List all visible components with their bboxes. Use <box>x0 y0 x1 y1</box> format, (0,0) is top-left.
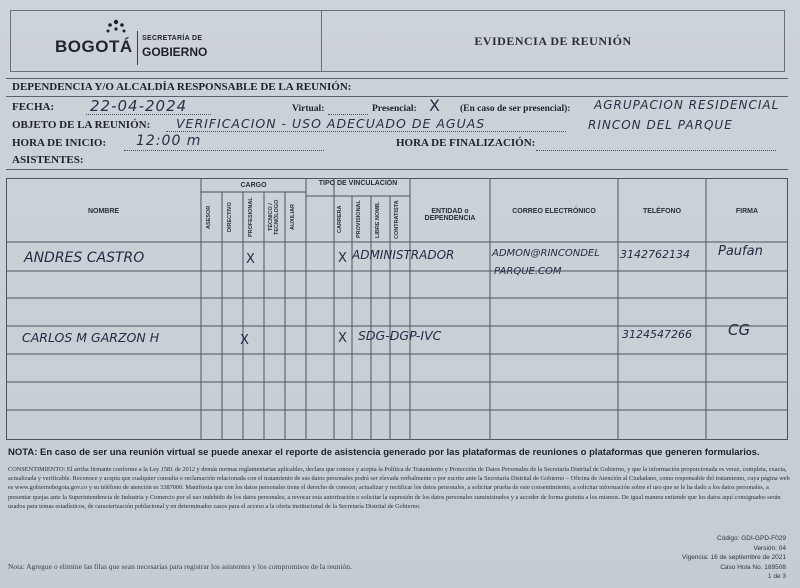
en-caso-label: (En caso de ser presencial): <box>460 104 571 114</box>
row1-mark-vinc: X <box>338 251 347 266</box>
col-carrera: CARRERA <box>337 205 343 234</box>
row2-telefono: 3124547266 <box>622 328 692 341</box>
doc-pagina: 1 de 3 <box>767 573 786 580</box>
col-directivo: DIRECTIVO <box>227 202 233 233</box>
hora-inicio-label: HORA DE INICIO: <box>12 137 107 149</box>
document-title: EVIDENCIA DE REUNIÓN <box>474 33 632 48</box>
fecha-label: FECHA: <box>12 101 55 113</box>
col-firma: FIRMA <box>735 208 759 215</box>
col-auxiliar: AUXILIAR <box>290 204 296 231</box>
footer-note: Nota: Agregue o elimine las filas que sean necesarias para registrar los asistentes y los compromisos de la reunión. <box>8 562 352 571</box>
logo-divider <box>137 31 138 65</box>
objeto-value: VERIFICACION - USO ADECUADO DE AGUAS <box>176 116 486 131</box>
attendance-table <box>6 178 788 440</box>
row1-firma: Paufan <box>718 244 763 259</box>
logo-gobierno: GOBIERNO <box>142 45 208 59</box>
presencial-label: Presencial: <box>372 104 417 114</box>
row1-correo-2: PARQUE.COM <box>494 266 562 277</box>
lugar-value-1: AGRUPACION RESIDENCIAL <box>594 98 780 112</box>
col-telefono: TELÉFONO <box>642 208 682 215</box>
dependencia-label: DEPENDENCIA Y/O ALCALDÍA RESPONSABLE DE LA REUNIÓN: <box>12 81 352 93</box>
row1-nombre: ANDRES CASTRO <box>24 250 145 266</box>
col-asesor: ASESOR <box>206 205 212 230</box>
row2-firma: CG <box>728 321 751 339</box>
col-profesional: PROFESIONAL <box>248 197 254 238</box>
logo-cell <box>11 11 322 71</box>
row2-nombre: CARLOS M GARZON H <box>22 330 160 345</box>
col-cargo: CARGO <box>240 182 267 189</box>
virtual-label: Virtual: <box>292 104 325 114</box>
virtual-note: NOTA: En caso de ser una reunión virtual se puede anexar el reporte de asistencia generado por las plataformas de reuniones o plataformas que generen formularios. <box>8 447 760 458</box>
doc-vigencia: Vigencia: 16 de septiembre de 2021 <box>682 554 786 561</box>
lugar-value-2: RINCON DEL PARQUE <box>588 118 733 132</box>
logo-secretaria: SECRETARÍA DE <box>142 35 203 42</box>
row1-correo-1: ADMON@RINCONDEL <box>492 248 600 259</box>
doc-codigo: Código: GDI-GPD-F029 <box>717 535 786 542</box>
asistentes-label: ASISTENTES: <box>12 154 84 166</box>
row1-mark-cargo: X <box>246 252 255 267</box>
presencial-mark: X <box>429 96 441 115</box>
col-contratista: CONTRATISTA <box>394 200 400 239</box>
col-vinculacion: TIPO DE VINCULACIÓN <box>318 180 398 187</box>
col-provisional: PROVISIONAL <box>356 200 362 239</box>
logo-wordmark: BOGOTÁ <box>55 37 133 56</box>
row1-telefono: 3142762134 <box>620 248 690 261</box>
doc-version: Versión: 04 <box>753 544 786 552</box>
header-box <box>10 10 785 72</box>
objeto-label: OBJETO DE LA REUNIÓN: <box>12 119 151 131</box>
row2-mark-cargo: X <box>240 333 249 348</box>
consent-text: CONSENTIMIENTO: El arriba firmante conforme a la Ley 1581 de 2012 y demás normas reglamentarias aplicables, declara que conoce y acepta la Política de Tratamiento y Protección de Datos Personales de la Secretaría Distrital de Gobierno, y que la información proporcionada es veraz, completa, exacta, actualizada y verificable. Reconoce y acepta que cualquier consulta o reclamación relacionada con el tratamiento de sus datos personales podrá ser elevada verbalmente o por escrito ante la Secretaría Distrital de Gobierno – Oficina de Atención al Ciudadano, como responsable del tratamiento, cuya página web es www.gobiernobogota.gov.co y su teléfono de atención es 3387000. Manifiesta que con los datos personales tiene el derecho de conocer, actualizar y rectificar los datos personales, a solicitar prueba de este consentimiento, a solicitar información sobre el uso que se le ha dado a los datos personales, a presentar quejas ante la Superintendencia de Industria y Comercio por el uso indebido de los datos personales, a revocar esta autorización o solicitar la supresión de los datos personales suministrados y a acceder de forma gratuita a los mismos. De igual manera entiende que los datos aquí consignados serán usados para temas estadísticos, de caracterización poblacional y en determinados casos para el acceso a la oferta institucional de la Secretaría Distrital de Gobierno. <box>8 466 790 510</box>
fecha-value: 22-04-2024 <box>90 97 188 115</box>
row1-entidad: ADMINISTRADOR <box>352 248 455 262</box>
col-tecnico: TÉCNICO / TECNÓLOGO <box>268 199 280 236</box>
col-entidad: ENTIDAD o DEPENDENCIA <box>424 208 476 222</box>
row2-mark-vinc: X <box>338 331 347 346</box>
row2-entidad: SDG-DGP-IVC <box>358 328 442 343</box>
hora-fin-label: HORA DE FINALIZACIÓN: <box>396 137 536 149</box>
document-code-block <box>682 534 786 582</box>
col-libre: LIBRE NOMB. <box>375 201 381 238</box>
col-nombre: NOMBRE <box>87 208 120 215</box>
col-correo: CORREO ELECTRÓNICO <box>512 208 596 215</box>
hora-inicio-value: 12:00 m <box>136 133 202 149</box>
doc-caso: Caso Hola No. 189508 <box>720 563 786 571</box>
